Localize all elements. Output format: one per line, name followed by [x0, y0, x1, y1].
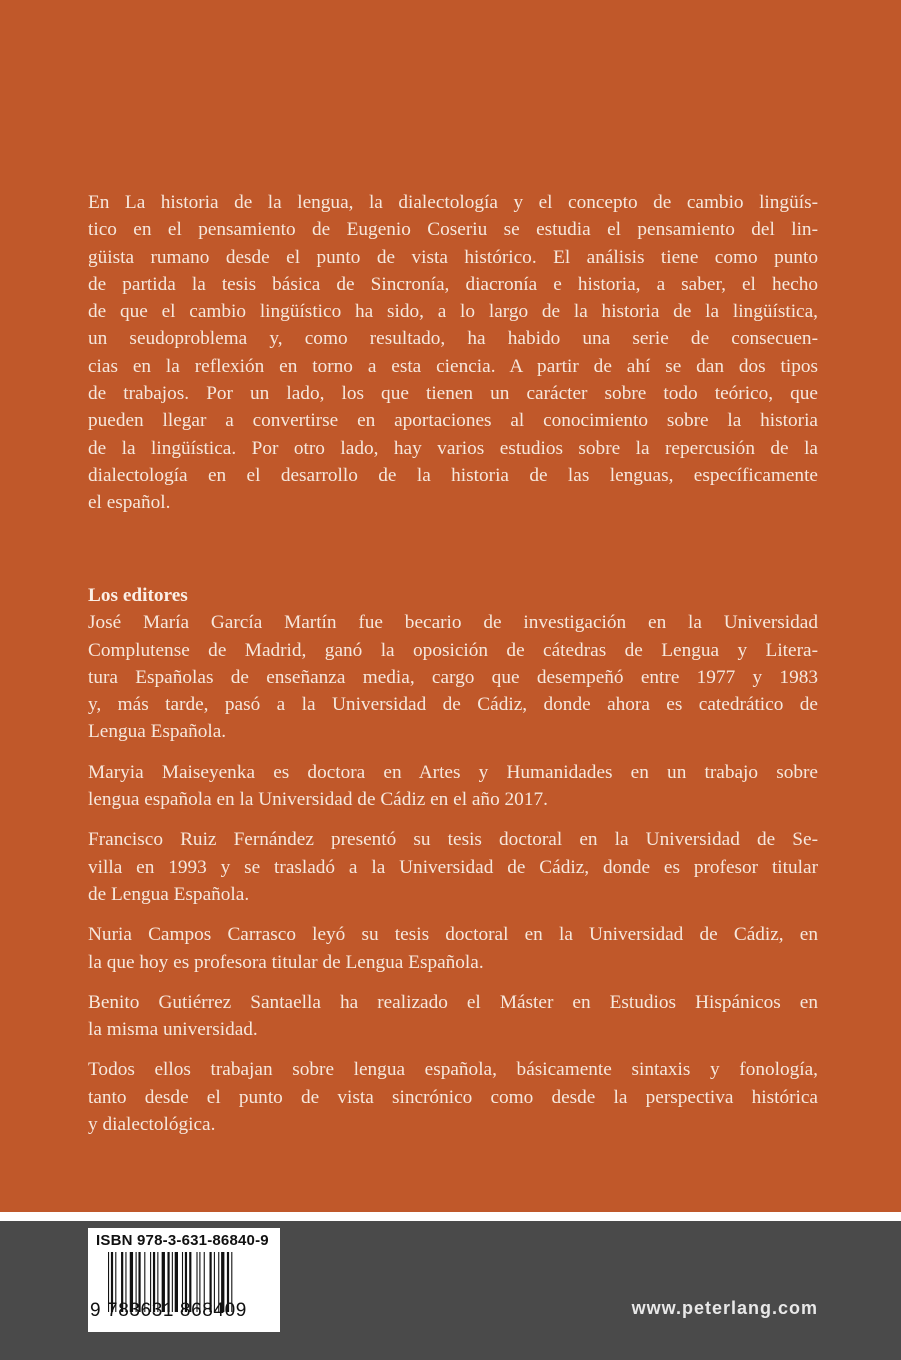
bio-line: y dialectológica.	[88, 1114, 216, 1136]
bio-line: Benito Gutiérrez Santaella ha realizado el Máster en Estudios Hispánicos en	[88, 991, 818, 1013]
bio-line: Complutense de Madrid, ganó la oposición de cátedras de Lengua y Litera-	[88, 639, 818, 661]
abstract-line: dialectología en el desarrollo de la historia de las lenguas, específicamente	[88, 464, 818, 486]
editors-heading: Los editores	[88, 585, 188, 606]
abstract-text	[88, 189, 818, 517]
bio-line: y, más tarde, pasó a la Universidad de Cádiz, donde ahora es catedrático de	[88, 694, 818, 716]
barcode-digits: 9 783631 868409	[90, 1300, 247, 1321]
editor-bio	[88, 826, 818, 908]
bio-line: Todos ellos trabajan sobre lengua española, básicamente sintaxis y fonología,	[88, 1059, 818, 1081]
abstract-line: pueden llegar a convertirse en aportaciones al conocimiento sobre la historia	[88, 410, 818, 432]
bio-line: de Lengua Española.	[88, 883, 250, 905]
bio-line: tanto desde el punto de vista sincrónico como desde la perspectiva histórica	[88, 1086, 818, 1108]
isbn-barcode	[88, 1228, 280, 1332]
bio-line: la misma universidad.	[88, 1019, 258, 1041]
abstract-line: de trabajos. Por un lado, los que tienen un carácter sobre todo teórico, que	[88, 383, 818, 405]
bio-line: Francisco Ruiz Fernández presentó su tesis doctoral en la Universidad de Se-	[88, 829, 818, 851]
bio-line: la que hoy es profesora titular de Lengua Española.	[88, 951, 484, 973]
abstract-line: de que el cambio lingüístico ha sido, a lo largo de la historia de la lingüística,	[88, 301, 818, 323]
bio-line: Nuria Campos Carrasco leyó su tesis doctoral en la Universidad de Cádiz, en	[88, 924, 818, 946]
abstract-line: cias en la reflexión en torno a esta ciencia. A partir de ahí se dan dos tipos	[88, 355, 818, 377]
abstract-line: de la lingüística. Por otro lado, hay varios estudios sobre la repercusión de la	[88, 437, 818, 459]
editor-bio	[88, 609, 818, 745]
abstract-line: el español.	[88, 492, 171, 514]
bio-line: villa en 1993 y se trasladó a la Universidad de Cádiz, donde es profesor titular	[88, 856, 818, 878]
abstract-line: güista rumano desde el punto de vista histórico. El análisis tiene como punto	[88, 246, 818, 268]
abstract-line: tico en el pensamiento de Eugenio Coseriu se estudia el pensamiento del lin-	[88, 219, 818, 241]
abstract-line: de partida la tesis básica de Sincronía, diacronía e historia, a saber, el hecho	[88, 273, 818, 295]
editors-summary	[88, 1056, 818, 1138]
isbn-label: ISBN 978-3-631-86840-9	[96, 1232, 269, 1249]
editor-bio	[88, 759, 818, 814]
bio-line: Lengua Española.	[88, 721, 227, 743]
abstract-line: En La historia de la lengua, la dialectología y el concepto de cambio lingüís-	[88, 192, 818, 213]
bio-line: lengua española en la Universidad de Cádiz en el año 2017.	[88, 789, 548, 811]
bio-line: tura Españolas de enseñanza media, cargo que desempeñó entre 1977 y 1983	[88, 666, 818, 688]
editors-section	[88, 582, 818, 1151]
abstract-line: un seudoproblema y, como resultado, ha habido una serie de consecuen-	[88, 328, 818, 350]
editor-bio	[88, 921, 818, 976]
publisher-website[interactable]: www.peterlang.com	[631, 1298, 818, 1318]
editor-bio	[88, 989, 818, 1044]
divider-band	[0, 1212, 901, 1221]
bio-line: José María García Martín fue becario de investigación en la Universidad	[88, 612, 818, 634]
bio-line: Maryia Maiseyenka es doctora en Artes y Humanidades en un trabajo sobre	[88, 761, 818, 783]
